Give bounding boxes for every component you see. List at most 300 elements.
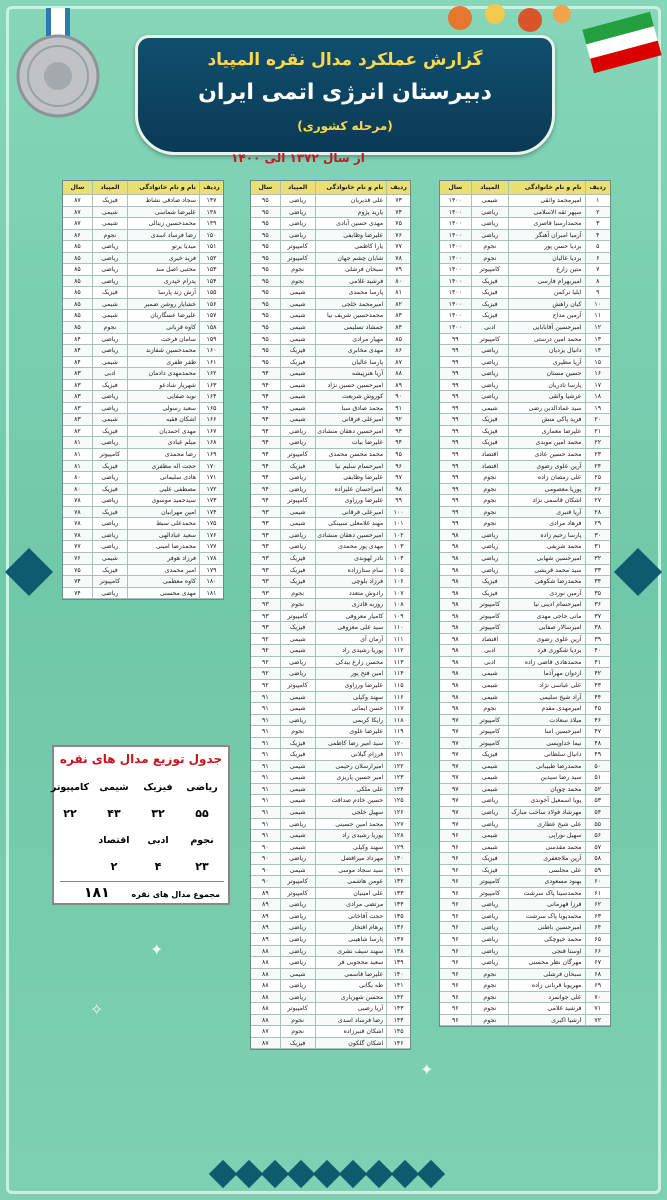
year-cell: ۹۵ bbox=[262, 324, 269, 332]
year-cell: ۸۸ bbox=[262, 947, 269, 955]
rank-cell: ۱۴۳ bbox=[386, 1003, 410, 1014]
rank-cell: ۸۹ bbox=[386, 380, 410, 391]
olympiad-cell: ریاضی bbox=[92, 253, 127, 264]
summary-value-literature: ۴ bbox=[154, 860, 162, 873]
year-cell: ۸۱ bbox=[74, 462, 81, 470]
table-row bbox=[251, 599, 410, 611]
year-cell: ۹۹ bbox=[451, 508, 459, 516]
year-cell: ۹۹ bbox=[451, 462, 459, 470]
rank-cell: ۱۶۲ bbox=[199, 368, 223, 379]
name-cell: آراد شیخ سلیمی bbox=[508, 692, 585, 703]
rank-cell: ۶۲ bbox=[585, 899, 611, 910]
name-cell: مصطفی علیی bbox=[127, 484, 199, 495]
table-row bbox=[63, 310, 223, 322]
olympiad-cell: نجوم bbox=[471, 969, 508, 980]
olympiad-cell: ریاضی bbox=[280, 934, 315, 945]
header-cell-olympiad: المپیاد bbox=[471, 181, 508, 194]
olympiad-cell: ریاضی bbox=[280, 922, 315, 933]
name-cell: محمد امین درستی bbox=[508, 334, 585, 345]
name-cell: امیرحسین دهقان منشادی bbox=[315, 530, 387, 541]
year-cell: ۹۸ bbox=[451, 647, 459, 655]
rank-cell: ۱۴۷ bbox=[199, 195, 223, 206]
year-cell: ۹۸ bbox=[451, 705, 459, 713]
olympiad-cell: ریاضی bbox=[92, 391, 127, 402]
name-cell: پارسا رحیم زاده bbox=[508, 530, 585, 541]
olympiad-cell: شیمی bbox=[280, 969, 315, 980]
table-row bbox=[440, 692, 610, 704]
rank-cell: ۲۷ bbox=[585, 495, 611, 506]
year-cell: ۹۳ bbox=[262, 566, 269, 574]
name-cell: علیرضا قاسمی bbox=[315, 969, 387, 980]
name-cell: امیربهرام فارسی bbox=[508, 276, 585, 287]
name-cell: مهرپویا قربانی زاده bbox=[508, 980, 585, 991]
name-cell: اردوان مهرآذما bbox=[508, 668, 585, 679]
year-cell: ۸۵ bbox=[74, 312, 81, 320]
name-cell: کیان راهش bbox=[508, 299, 585, 310]
rank-cell: ۱۱۱ bbox=[386, 634, 410, 645]
table-row bbox=[440, 322, 610, 334]
year-cell: ۹۶ bbox=[451, 993, 459, 1001]
summary-divider bbox=[60, 881, 224, 882]
table-row bbox=[251, 992, 410, 1004]
year-cell: ۹۷ bbox=[451, 774, 459, 782]
name-cell: فرشید غلامی bbox=[315, 276, 387, 287]
year-cell: ۹۱ bbox=[262, 716, 269, 724]
year-cell: ۹۴ bbox=[262, 404, 269, 412]
olympiad-cell: نجوم bbox=[471, 495, 508, 506]
olympiad-cell: کامپیوتر bbox=[280, 680, 315, 691]
name-cell: سید رضا سیدین bbox=[508, 772, 585, 783]
name-cell: علیرضا ورزاوی bbox=[315, 680, 387, 691]
year-cell: ۹۶ bbox=[451, 982, 459, 990]
rank-cell: ۹۸ bbox=[386, 484, 410, 495]
rank-cell: ۱۵ bbox=[585, 357, 611, 368]
table-row bbox=[251, 322, 410, 334]
name-cell: فرزاد هوفر bbox=[127, 553, 199, 564]
year-cell: ۸۹ bbox=[262, 889, 269, 897]
header-cell-rank: ردیف bbox=[199, 181, 223, 194]
name-cell: علیرضا بیات bbox=[315, 437, 387, 448]
year-cell: ۹۸ bbox=[451, 554, 459, 562]
table-row bbox=[251, 518, 410, 530]
rank-cell: ۱۰۰ bbox=[386, 507, 410, 518]
olympiad-cell: فیزیک bbox=[471, 299, 508, 310]
header-cell-name: نام و نام خانوادگی bbox=[127, 181, 199, 194]
rank-cell: ۱۶۵ bbox=[199, 403, 223, 414]
rank-cell: ۸۵ bbox=[386, 334, 410, 345]
rank-cell: ۳۸ bbox=[585, 622, 611, 633]
table-row bbox=[63, 334, 223, 346]
year-cell: ۹۵ bbox=[262, 243, 269, 251]
year-cell: ۹۳ bbox=[262, 531, 269, 539]
table-row bbox=[251, 749, 410, 761]
medal-distribution-box bbox=[52, 745, 230, 905]
name-cell: آریا هنرپیشه bbox=[315, 368, 387, 379]
olympiad-cell: شیمی bbox=[280, 299, 315, 310]
name-cell: میدیا یرتو bbox=[127, 241, 199, 252]
rank-cell: ۱۴۵ bbox=[386, 1026, 410, 1037]
rank-cell: ۱۴۱ bbox=[386, 980, 410, 991]
rank-cell: ۴۷ bbox=[585, 726, 611, 737]
olympiad-cell: فیزیک bbox=[92, 426, 127, 437]
rank-cell: ۱۷۸ bbox=[199, 553, 223, 564]
olympiad-cell: ریاضی bbox=[280, 657, 315, 668]
table-header bbox=[63, 181, 223, 195]
rank-cell: ۱۴۶ bbox=[386, 1038, 410, 1049]
summary-label-chemistry: شیمی bbox=[99, 782, 129, 793]
rank-cell: ۱۲ bbox=[585, 322, 611, 333]
rank-cell: ۱۴ bbox=[585, 345, 611, 356]
olympiad-cell: فیزیک bbox=[471, 853, 508, 864]
year-cell: ۸۱ bbox=[74, 439, 81, 447]
year-cell: ۹۱ bbox=[262, 705, 269, 713]
rank-cell: ۱۹ bbox=[585, 403, 611, 414]
table-row bbox=[251, 461, 410, 473]
table-row bbox=[440, 715, 610, 727]
name-cell: آرمان آی bbox=[315, 634, 387, 645]
name-cell: محمدرضا طبیبانی bbox=[508, 761, 585, 772]
year-cell: ۹۵ bbox=[262, 312, 269, 320]
table-row bbox=[440, 218, 610, 230]
table-row bbox=[63, 530, 223, 542]
name-cell: اشکان قنبرزاده bbox=[315, 1026, 387, 1037]
name-cell: عرشیا واثقی bbox=[508, 391, 585, 402]
summary-value-physics: ۳۲ bbox=[151, 807, 165, 820]
name-cell: آرمیا امیران آهنگر bbox=[508, 230, 585, 241]
name-cell: دانیال یزدیان bbox=[508, 345, 585, 356]
table-row bbox=[63, 345, 223, 357]
table-row bbox=[63, 553, 223, 565]
year-cell: ۹۸ bbox=[451, 601, 459, 609]
table-row bbox=[63, 437, 223, 449]
year-cell: ۹۶ bbox=[451, 912, 459, 920]
name-cell: محمد صادق سبا bbox=[315, 403, 387, 414]
year-cell: ۸۸ bbox=[262, 970, 269, 978]
table-row bbox=[440, 207, 610, 219]
year-cell: ۹۵ bbox=[262, 300, 269, 308]
olympiad-cell: نجوم bbox=[471, 507, 508, 518]
rank-cell: ۱۵۶ bbox=[199, 299, 223, 310]
table-header bbox=[440, 181, 610, 195]
name-cell: میلاد سعادت bbox=[508, 715, 585, 726]
name-cell: یارید پژوم bbox=[315, 207, 387, 218]
table-row bbox=[251, 922, 410, 934]
name-cell: علیرضا وظایفی bbox=[315, 472, 387, 483]
name-cell: پدرام خیدری bbox=[127, 276, 199, 287]
table-row bbox=[251, 980, 410, 992]
name-cell: علی قدیریان bbox=[315, 195, 387, 206]
year-cell: ۷۵ bbox=[74, 566, 81, 574]
table-row bbox=[440, 391, 610, 403]
rank-cell: ۱۰۹ bbox=[386, 611, 410, 622]
olympiad-cell: فیزیک bbox=[92, 380, 127, 391]
olympiad-cell: فیزیک bbox=[471, 310, 508, 321]
summary-value-chemistry: ۴۳ bbox=[107, 807, 121, 820]
olympiad-cell: شیمی bbox=[280, 772, 315, 783]
olympiad-cell: نجوم bbox=[471, 992, 508, 1003]
name-cell: علیرضا وظایفی bbox=[315, 230, 387, 241]
name-cell: سید عمادالدین رضی bbox=[508, 403, 585, 414]
year-cell: ۱۴۰۰ bbox=[448, 208, 462, 216]
year-cell: ۱۴۰۰ bbox=[448, 197, 462, 204]
table-row bbox=[440, 507, 610, 519]
rank-cell: ۴۳ bbox=[585, 680, 611, 691]
year-cell: ۹۵ bbox=[262, 208, 269, 216]
olympiad-cell: ریاضی bbox=[280, 530, 315, 541]
rank-cell: ۱۶۸ bbox=[199, 437, 223, 448]
name-cell: محمدحسین شفازند bbox=[127, 345, 199, 356]
rank-cell: ۷۴ bbox=[386, 207, 410, 218]
name-cell: مهیار مرادی bbox=[315, 334, 387, 345]
year-cell: ۱۴۰۰ bbox=[448, 254, 462, 262]
year-cell: ۸۷ bbox=[262, 1039, 269, 1047]
table-row bbox=[63, 391, 223, 403]
table-row bbox=[251, 195, 410, 207]
year-cell: ۷۸ bbox=[74, 520, 81, 528]
olympiad-cell: ریاضی bbox=[92, 541, 127, 552]
olympiad-cell: فیزیک bbox=[280, 576, 315, 587]
table-row bbox=[251, 911, 410, 923]
olympiad-cell: کامپیوتر bbox=[280, 253, 315, 264]
year-cell: ۹۵ bbox=[262, 335, 269, 343]
table-row bbox=[251, 218, 410, 230]
rank-cell: ۳۶ bbox=[585, 599, 611, 610]
name-cell: مانی حاجی مهدی bbox=[508, 611, 585, 622]
medal-table-middle bbox=[250, 180, 411, 1050]
table-row bbox=[251, 807, 410, 819]
name-cell: سهیل خلجی bbox=[315, 807, 387, 818]
year-cell: ۸۵ bbox=[74, 277, 81, 285]
year-cell: ۸۳ bbox=[74, 404, 81, 412]
table-row bbox=[440, 599, 610, 611]
olympiad-cell: کامپیوتر bbox=[471, 611, 508, 622]
olympiad-cell: ریاضی bbox=[471, 391, 508, 402]
olympiad-cell: ریاضی bbox=[471, 368, 508, 379]
table-row bbox=[251, 565, 410, 577]
table-row bbox=[63, 495, 223, 507]
table-row bbox=[440, 969, 610, 981]
olympiad-cell: شیمی bbox=[471, 830, 508, 841]
year-cell: ۸۰ bbox=[74, 474, 81, 482]
rank-cell: ۹۱ bbox=[386, 403, 410, 414]
name-cell: نیما خداویسی bbox=[508, 738, 585, 749]
table-row bbox=[251, 830, 410, 842]
olympiad-cell: ریاضی bbox=[280, 472, 315, 483]
table-row bbox=[251, 403, 410, 415]
year-cell: ۸۹ bbox=[262, 924, 269, 932]
table-row bbox=[251, 668, 410, 680]
rank-cell: ۴۲ bbox=[585, 668, 611, 679]
olympiad-cell: شیمی bbox=[280, 807, 315, 818]
olympiad-cell: کامپیوتر bbox=[280, 876, 315, 887]
rank-cell: ۲۰ bbox=[585, 414, 611, 425]
name-cell: کوروش شریعت bbox=[315, 391, 387, 402]
rank-cell: ۱۱۸ bbox=[386, 715, 410, 726]
header-cell-rank: ردیف bbox=[585, 181, 611, 194]
rank-cell: ۳۵ bbox=[585, 588, 611, 599]
table-row bbox=[251, 426, 410, 438]
olympiad-cell: ریاضی bbox=[92, 472, 127, 483]
year-cell: ۹۰ bbox=[262, 855, 269, 863]
name-cell: کامیار معروفی bbox=[315, 611, 387, 622]
year-cell: ۹۹ bbox=[451, 451, 459, 459]
olympiad-cell: ریاضی bbox=[471, 230, 508, 241]
period-label: از سال ۱۳۷۲ الی ۱۴۰۰ bbox=[231, 151, 365, 165]
table-row bbox=[440, 368, 610, 380]
rank-cell: ۱۵۰ bbox=[199, 230, 223, 241]
table-row bbox=[440, 403, 610, 415]
name-cell: نوید صفایی bbox=[127, 391, 199, 402]
rank-cell: ۵۱ bbox=[585, 772, 611, 783]
rank-cell: ۱۱۳ bbox=[386, 657, 410, 668]
rank-cell: ۱۳۲ bbox=[386, 876, 410, 887]
name-cell: محمد خیوچکی bbox=[508, 934, 585, 945]
year-cell: ۹۴ bbox=[262, 370, 269, 378]
name-cell: سهند وکیلی bbox=[315, 692, 387, 703]
summary-value-math: ۵۵ bbox=[195, 807, 209, 820]
year-cell: ۹۱ bbox=[262, 762, 269, 770]
rank-cell: ۱۵۳ bbox=[199, 264, 223, 275]
table-row bbox=[440, 842, 610, 854]
rank-cell: ۱۷ bbox=[585, 380, 611, 391]
year-cell: ۹۴ bbox=[262, 485, 269, 493]
table-row bbox=[440, 749, 610, 761]
table-row bbox=[251, 865, 410, 877]
name-cell: حجت آقاخانی bbox=[315, 911, 387, 922]
olympiad-cell: ریاضی bbox=[471, 795, 508, 806]
olympiad-cell: شیمی bbox=[92, 357, 127, 368]
year-cell: ۸۷ bbox=[74, 220, 81, 228]
year-cell: ۸۳ bbox=[74, 370, 81, 378]
year-cell: ۸۷ bbox=[74, 208, 81, 216]
table-row bbox=[251, 692, 410, 704]
header-cell-olympiad: المپیاد bbox=[92, 181, 127, 194]
table-row bbox=[251, 334, 410, 346]
rank-cell: ۷۲ bbox=[585, 1015, 611, 1026]
name-cell: سعید رسولی bbox=[127, 403, 199, 414]
olympiad-cell: فیزیک bbox=[471, 426, 508, 437]
table-row bbox=[63, 403, 223, 415]
olympiad-cell: فیزیک bbox=[92, 195, 127, 206]
table-row bbox=[63, 299, 223, 311]
table-row bbox=[440, 657, 610, 669]
olympiad-cell: کامپیوتر bbox=[280, 449, 315, 460]
olympiad-cell: شیمی bbox=[280, 310, 315, 321]
rank-cell: ۱۸ bbox=[585, 391, 611, 402]
name-cell: محمدپویا پاک سرشت bbox=[508, 911, 585, 922]
name-cell: علی جوانمرد bbox=[508, 992, 585, 1003]
table-row bbox=[440, 622, 610, 634]
olympiad-cell: شیمی bbox=[280, 391, 315, 402]
olympiad-cell: کامپیوتر bbox=[471, 264, 508, 275]
name-cell: اوستا قنجی bbox=[508, 946, 585, 957]
rank-cell: ۳۰ bbox=[585, 530, 611, 541]
olympiad-cell: نجوم bbox=[92, 322, 127, 333]
name-cell: سعید محجوبی فر bbox=[315, 957, 387, 968]
name-cell: سید محمد قریشی bbox=[508, 565, 585, 576]
olympiad-cell: ریاضی bbox=[471, 553, 508, 564]
name-cell: امیرحسین اسا bbox=[508, 726, 585, 737]
table-row bbox=[440, 588, 610, 600]
table-row bbox=[440, 345, 610, 357]
name-cell: علی شیخ عطاری bbox=[508, 819, 585, 830]
olympiad-cell: شیمی bbox=[280, 334, 315, 345]
year-cell: ۸۳ bbox=[74, 393, 81, 401]
olympiad-cell: کامپیوتر bbox=[471, 599, 508, 610]
olympiad-cell: فیزیک bbox=[280, 565, 315, 576]
name-cell: امیرعلی فرقانی bbox=[315, 414, 387, 425]
table-row bbox=[251, 1015, 410, 1027]
table-row bbox=[63, 380, 223, 392]
year-cell: ۸۸ bbox=[262, 1016, 269, 1024]
table-row bbox=[251, 634, 410, 646]
year-cell: ۹۱ bbox=[262, 739, 269, 747]
name-cell: اشکان قاسمی نژاد bbox=[508, 495, 585, 506]
olympiad-cell: نجوم bbox=[471, 472, 508, 483]
header-cell-year: سال bbox=[258, 184, 273, 191]
table-row bbox=[251, 287, 410, 299]
olympiad-cell: شیمی bbox=[280, 761, 315, 772]
rank-cell: ۶ bbox=[585, 253, 611, 264]
olympiad-cell: ریاضی bbox=[280, 207, 315, 218]
name-cell: سهند سیف نشری bbox=[315, 946, 387, 957]
rank-cell: ۷۷ bbox=[386, 241, 410, 252]
table-row bbox=[63, 253, 223, 265]
table-row bbox=[251, 645, 410, 657]
rank-cell: ۵۷ bbox=[585, 842, 611, 853]
olympiad-cell: شیمی bbox=[280, 507, 315, 518]
name-cell: شایان چشم جهان bbox=[315, 253, 387, 264]
rank-cell: ۹۷ bbox=[386, 472, 410, 483]
name-cell: کاوه معظمی bbox=[127, 576, 199, 587]
rank-cell: ۱۶۴ bbox=[199, 391, 223, 402]
name-cell: ارشیا اکبری bbox=[508, 1015, 585, 1026]
rank-cell: ۱۲۲ bbox=[386, 761, 410, 772]
olympiad-cell: نجوم bbox=[471, 1003, 508, 1014]
olympiad-cell: کامپیوتر bbox=[280, 611, 315, 622]
table-row bbox=[63, 264, 223, 276]
table-row bbox=[440, 703, 610, 715]
rank-cell: ۴۹ bbox=[585, 749, 611, 760]
rank-cell: ۱۷۶ bbox=[199, 530, 223, 541]
olympiad-cell: شیمی bbox=[471, 692, 508, 703]
year-cell: ۱۴۰۰ bbox=[448, 324, 462, 332]
year-cell: ۹۴ bbox=[262, 462, 269, 470]
year-cell: ۹۳ bbox=[262, 612, 269, 620]
table-row bbox=[440, 899, 610, 911]
table-row bbox=[440, 876, 610, 888]
table-row bbox=[440, 565, 610, 577]
name-cell: مهدی احمدیان bbox=[127, 426, 199, 437]
name-cell: علیرضا معماری bbox=[508, 426, 585, 437]
rank-cell: ۱۷۵ bbox=[199, 518, 223, 529]
rank-cell: ۷۳ bbox=[386, 195, 410, 206]
year-cell: ۷۷ bbox=[74, 543, 81, 551]
year-cell: ۹۶ bbox=[451, 832, 459, 840]
olympiad-cell: کامپیوتر bbox=[471, 726, 508, 737]
table-row bbox=[440, 437, 610, 449]
rank-cell: ۱۱۷ bbox=[386, 703, 410, 714]
rank-cell: ۳۷ bbox=[585, 611, 611, 622]
rank-cell: ۸۶ bbox=[386, 345, 410, 356]
table-row bbox=[251, 726, 410, 738]
year-cell: ۹۵ bbox=[262, 266, 269, 274]
rank-cell: ۱۱ bbox=[585, 310, 611, 321]
table-row bbox=[251, 842, 410, 854]
table-row bbox=[63, 484, 223, 496]
olympiad-cell: نجوم bbox=[471, 980, 508, 991]
name-cell: آرین ملاجعفری bbox=[508, 853, 585, 864]
